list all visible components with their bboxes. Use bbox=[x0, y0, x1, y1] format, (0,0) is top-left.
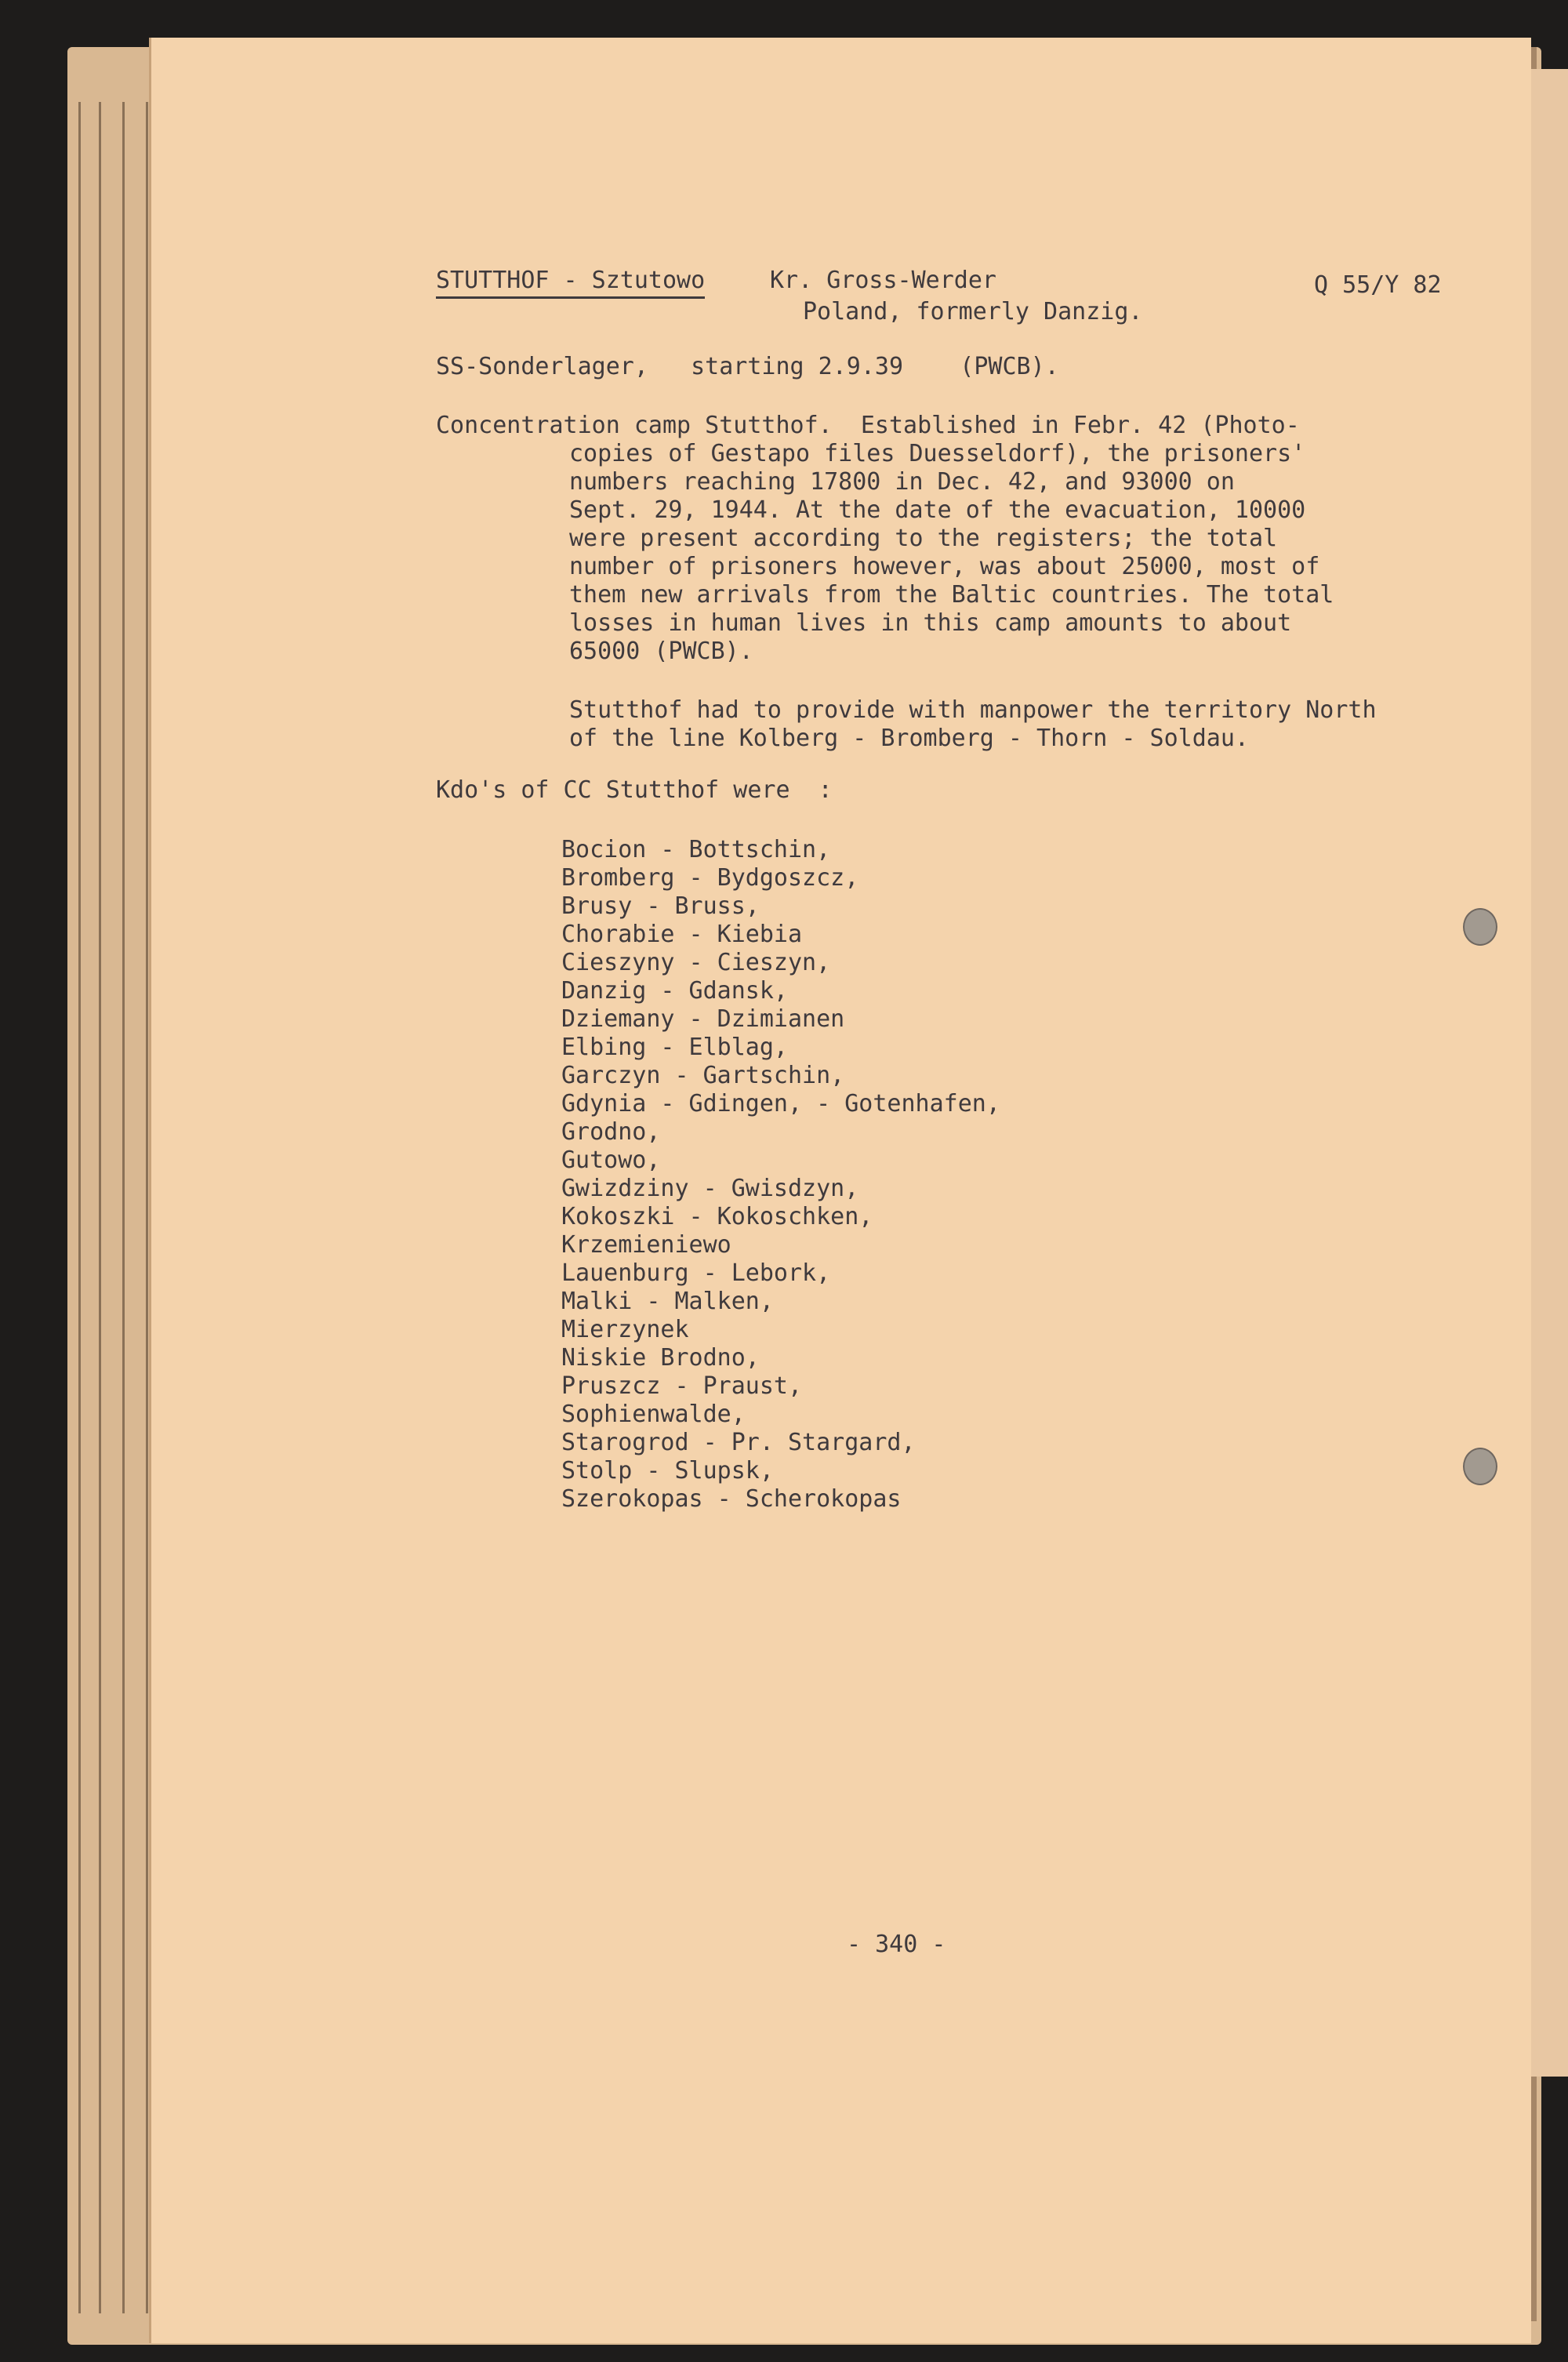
list-item: Pruszcz - Praust, bbox=[561, 1372, 803, 1400]
list-item: Gutowo, bbox=[561, 1146, 661, 1174]
list-item: Stolp - Slupsk, bbox=[561, 1457, 774, 1484]
text-line: losses in human lives in this camp amounts to about bbox=[569, 609, 1292, 637]
list-item: Bromberg - Bydgoszcz, bbox=[561, 864, 859, 892]
text-line: of the line Kolberg - Bromberg - Thorn - Soldau. bbox=[569, 725, 1249, 752]
camp-type-line: SS-Sonderlager, starting 2.9.39 (PWCB). bbox=[436, 353, 1059, 380]
list-item: Elbing - Elblag, bbox=[561, 1034, 788, 1061]
page-edge-line bbox=[99, 102, 101, 2313]
place-heading: STUTTHOF - Sztutowo bbox=[436, 267, 705, 299]
reference-number: Q 55/Y 82 bbox=[1314, 271, 1442, 299]
text-line: numbers reaching 17800 in Dec. 42, and 93000 on bbox=[569, 468, 1235, 496]
list-item: Garczyn - Gartschin, bbox=[561, 1062, 845, 1089]
list-item: Danzig - Gdansk, bbox=[561, 977, 788, 1005]
binding-hole bbox=[1463, 1448, 1497, 1485]
list-item: Gdynia - Gdingen, - Gotenhafen, bbox=[561, 1090, 1000, 1117]
page-number: - 340 - bbox=[847, 1931, 946, 1958]
list-item: Krzemieniewo bbox=[561, 1231, 731, 1259]
list-item: Gwizdziny - Gwisdzyn, bbox=[561, 1175, 859, 1202]
list-item: Grodno, bbox=[561, 1118, 661, 1146]
text-line: 65000 (PWCB). bbox=[569, 638, 753, 665]
text-line: number of prisoners however, was about 25000, most of bbox=[569, 553, 1320, 580]
list-heading: Kdo's of CC Stutthof were : bbox=[436, 776, 833, 804]
list-item: Lauenburg - Lebork, bbox=[561, 1259, 831, 1287]
text-line: were present according to the registers; the total bbox=[569, 525, 1278, 552]
page-edge-line bbox=[146, 102, 148, 2313]
list-item: Chorabie - Kiebia bbox=[561, 921, 803, 948]
district-line-1: Kr. Gross-Werder bbox=[770, 267, 996, 294]
page-edge-line bbox=[78, 102, 81, 2313]
text-line: Concentration camp Stutthof. Established in Febr. 42 (Photo- bbox=[436, 412, 1300, 439]
binding-hole bbox=[1463, 908, 1497, 946]
district-line-2: Poland, formerly Danzig. bbox=[803, 298, 1143, 325]
list-item: Starogrod - Pr. Stargard, bbox=[561, 1429, 916, 1456]
list-item: Malki - Malken, bbox=[561, 1288, 774, 1315]
list-item: Dziemany - Dzimianen bbox=[561, 1005, 845, 1033]
list-item: Sophienwalde, bbox=[561, 1401, 746, 1428]
list-item: Niskie Brodno, bbox=[561, 1344, 760, 1372]
list-item: Mierzynek bbox=[561, 1316, 689, 1343]
list-item: Cieszyny - Cieszyn, bbox=[561, 949, 831, 976]
page-edge-line bbox=[122, 102, 125, 2313]
list-item: Brusy - Bruss, bbox=[561, 892, 760, 920]
facing-page-edge bbox=[1529, 69, 1568, 2077]
text-line: them new arrivals from the Baltic countries. The total bbox=[569, 581, 1334, 609]
text-line: copies of Gestapo files Duesseldorf), the prisoners' bbox=[569, 440, 1306, 467]
list-item: Bocion - Bottschin, bbox=[561, 836, 831, 863]
text-line: Sept. 29, 1944. At the date of the evacuation, 10000 bbox=[569, 496, 1306, 524]
list-item: Szerokopas - Scherokopas bbox=[561, 1485, 902, 1513]
text-line: Stutthof had to provide with manpower the territory North bbox=[569, 696, 1377, 724]
list-item: Kokoszki - Kokoschken, bbox=[561, 1203, 873, 1230]
